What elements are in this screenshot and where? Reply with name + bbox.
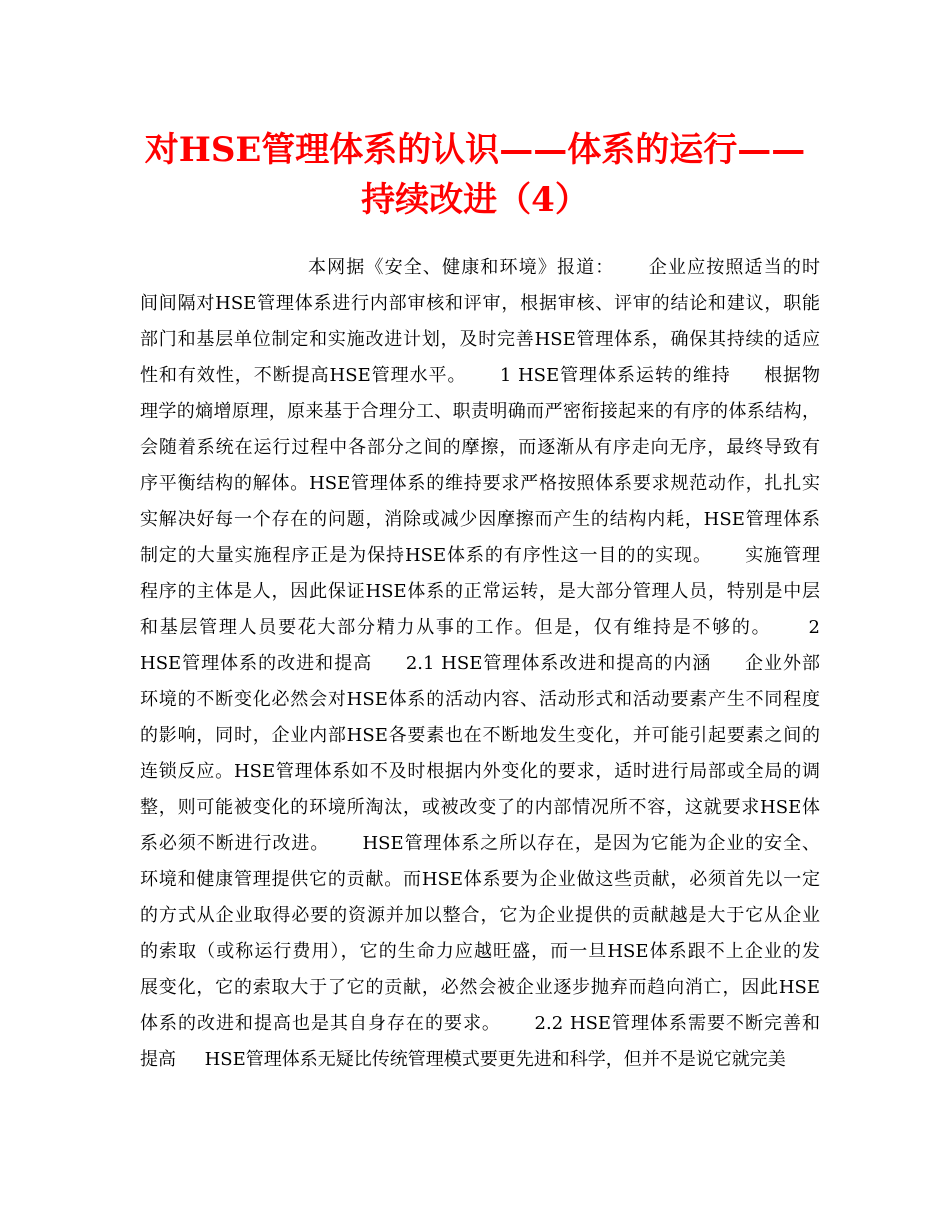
body-line: 程序的主体是人，因此保证HSE体系的正常运转，是大部分管理人员，特别是中层 (140, 581, 820, 602)
body-line: 环境的不断变化必然会对HSE体系的活动内容、活动形式和活动要素产生不同程度 (140, 689, 820, 710)
document-title-line-1: 对HSE管理体系的认识——体系的运行—— (144, 130, 806, 170)
body-line: 和基层管理人员要花大部分精力从事的工作。但是，仅有维持是不够的。 2 (140, 617, 820, 638)
body-line: HSE管理体系的改进和提高 2.1 HSE管理体系改进和提高的内涵 企业外部 (140, 653, 820, 674)
body-line: 制定的大量实施程序正是为保持HSE体系的有序性这一目的的实现。 实施管理 (140, 545, 820, 566)
body-line: 连锁反应。HSE管理体系如不及时根据内外变化的要求，适时进行局部或全局的调 (140, 761, 820, 782)
body-line: 的索取（或称运行费用），它的生命力应越旺盛，而一旦HSE体系跟不上企业的发 (140, 941, 820, 962)
body-line: 系必须不断进行改进。 HSE管理体系之所以存在，是因为它能为企业的安全、 (140, 833, 820, 854)
body-line: 本网据《安全、健康和环境》报道： 企业应按照适当的时 (308, 257, 820, 278)
body-line: 会随着系统在运行过程中各部分之间的摩擦，而逐渐从有序走向无序，最终导致有 (140, 437, 820, 458)
body-line: 间间隔对HSE管理体系进行内部审核和评审，根据审核、评审的结论和建议，职能 (140, 293, 820, 314)
body-line: 性和有效性，不断提高HSE管理水平。 1 HSE管理体系运转的维持 根据物 (140, 365, 820, 386)
body-line: 序平衡结构的解体。HSE管理体系的维持要求严格按照体系要求规范动作，扎扎实 (140, 473, 820, 494)
body-line: 部门和基层单位制定和实施改进计划，及时完善HSE管理体系，确保其持续的适应 (140, 329, 820, 350)
body-line: 提高 HSE管理体系无疑比传统管理模式要更先进和科学，但并不是说它就完美 (140, 1049, 786, 1070)
body-line: 理学的熵增原理，原来基于合理分工、职责明确而严密衔接起来的有序的体系结构， (140, 401, 820, 422)
body-line: 实解决好每一个存在的问题，消除或减少因摩擦而产生的结构内耗，HSE管理体系 (140, 509, 820, 530)
body-line: 展变化，它的索取大于了它的贡献，必然会被企业逐步抛弃而趋向消亡，因此HSE (140, 977, 820, 998)
body-line: 环境和健康管理提供它的贡献。而HSE体系要为企业做这些贡献，必须首先以一定 (140, 869, 820, 890)
document-title-line-2: 持续改进（4） (361, 180, 589, 220)
body-line: 的影响，同时，企业内部HSE各要素也在不断地发生变化，并可能引起要素之间的 (140, 725, 820, 746)
body-line: 体系的改进和提高也是其自身存在的要求。 2.2 HSE管理体系需要不断完善和 (140, 1013, 820, 1034)
document-body (140, 250, 820, 1078)
body-line: 的方式从企业取得必要的资源并加以整合，它为企业提供的贡献越是大于它从企业 (140, 905, 820, 926)
body-line: 整，则可能被变化的环境所淘汰，或被改变了的内部情况所不容，这就要求HSE体 (140, 797, 820, 818)
